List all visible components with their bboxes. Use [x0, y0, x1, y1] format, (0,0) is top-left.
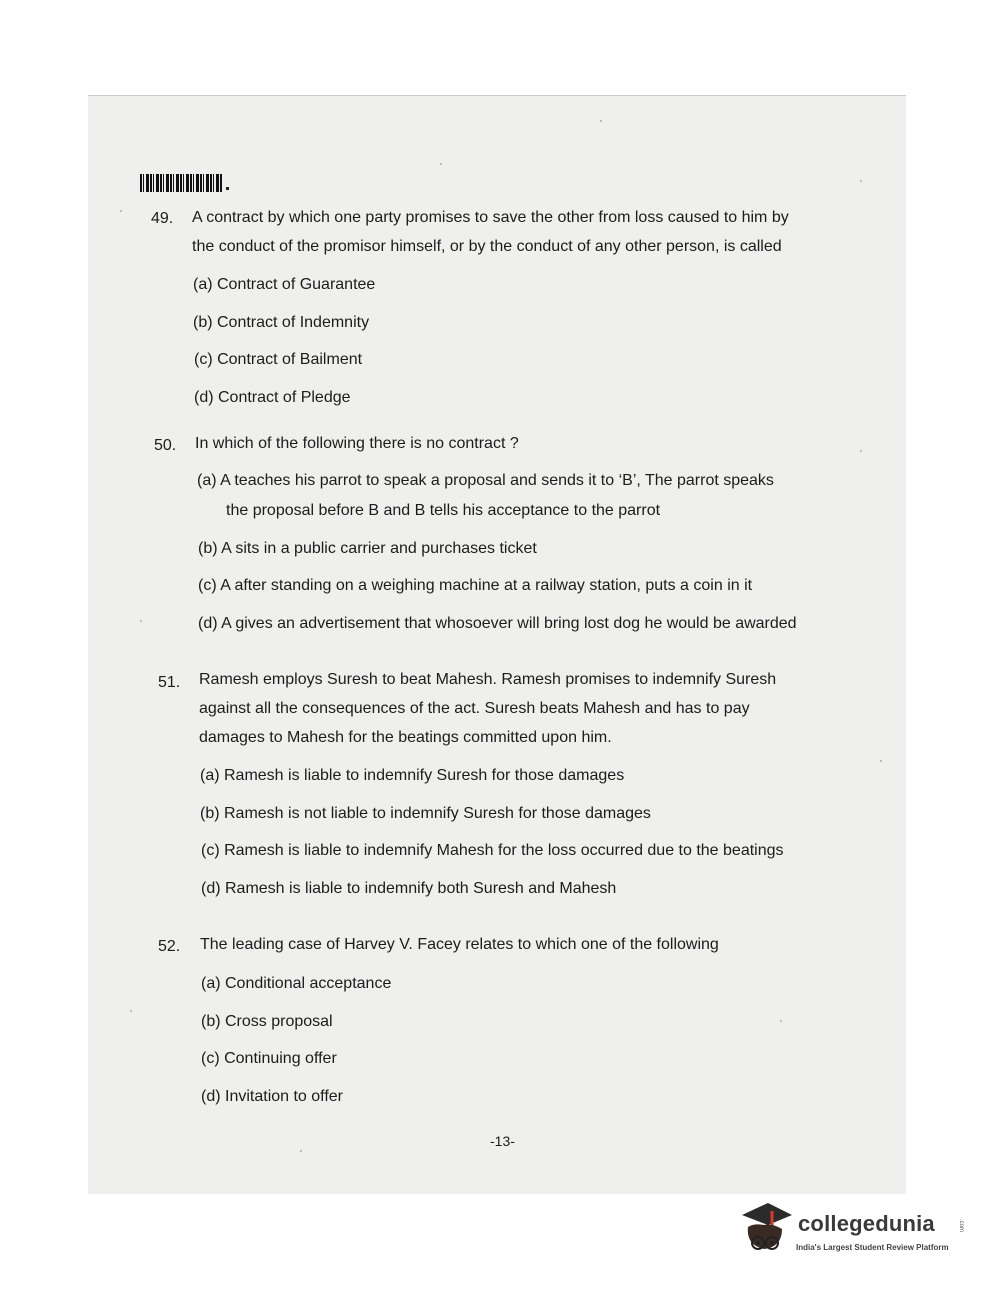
question-50-text	[195, 429, 519, 458]
question-52-option-d: (d) Invitation to offer	[201, 1088, 343, 1105]
question-49-option-b: (b) Contract of Indemnity	[193, 314, 370, 331]
question-49-option-c: (c) Contract of Bailment	[194, 351, 363, 368]
question-51-line: against all the consequences of the act. Suresh beats Mahesh and has to pay	[199, 700, 750, 717]
question-52-option-a: (a) Conditional acceptance	[201, 975, 392, 992]
question-49-option-d: (d) Contract of Pledge	[194, 389, 351, 406]
question-50-option-a-continuation: the proposal before B and B tells his acceptance to the parrot	[226, 502, 661, 519]
collegedunia-logo	[738, 1197, 963, 1263]
question-49-line: A contract by which one party promises to save the other from loss caused to him by	[192, 209, 789, 226]
question-50-option-b: (b) A sits in a public carrier and purchases ticket	[198, 540, 537, 557]
question-51-option-b: (b) Ramesh is not liable to indemnify Suresh for those damages	[200, 805, 651, 822]
page-number: -13-	[490, 1133, 515, 1149]
question-49-line: the conduct of the promisor himself, or by the conduct of any other person, is called	[192, 238, 782, 255]
question-51-option-a: (a) Ramesh is liable to indemnify Suresh for those damages	[200, 767, 625, 784]
question-49-number: 49.	[151, 210, 174, 227]
barcode-mark	[226, 187, 229, 190]
question-52-number: 52.	[158, 938, 181, 955]
question-51-number: 51.	[158, 674, 181, 691]
question-52-line: The leading case of Harvey V. Facey relates to which one of the following	[200, 936, 719, 953]
student-mascot-icon	[738, 1197, 794, 1257]
question-52-option-c: (c) Continuing offer	[201, 1050, 337, 1067]
question-50-option-c: (c) A after standing on a weighing machine at a railway station, puts a coin in it	[198, 577, 753, 594]
question-50-number: 50.	[154, 437, 177, 454]
brand-tagline: India's Largest Student Review Platform	[796, 1243, 949, 1252]
question-50-option-a: (a) A teaches his parrot to speak a proposal and sends it to ‘B’, The parrot speaks	[197, 472, 774, 489]
brand-name: collegedunia	[798, 1211, 935, 1236]
question-51-text	[199, 665, 839, 752]
question-50-line: In which of the following there is no contract ?	[195, 435, 519, 452]
question-50-option-d: (d) A gives an advertisement that whosoever will bring lost dog he would be awarded	[198, 615, 797, 632]
question-49-option-a: (a) Contract of Guarantee	[193, 276, 376, 293]
question-51-option-c: (c) Ramesh is liable to indemnify Mahesh for the loss occurred due to the beatings	[201, 842, 784, 859]
question-51-option-d: (d) Ramesh is liable to indemnify both Suresh and Mahesh	[201, 880, 617, 897]
question-52-text	[200, 930, 719, 959]
barcode	[140, 174, 222, 192]
brand-suffix: .com	[958, 1219, 964, 1233]
question-51-line: Ramesh employs Suresh to beat Mahesh. Ramesh promises to indemnify Suresh	[199, 671, 777, 688]
question-52-option-b: (b) Cross proposal	[201, 1013, 333, 1030]
question-49-text	[192, 203, 832, 261]
question-51-line: damages to Mahesh for the beatings committed upon him.	[199, 729, 612, 746]
